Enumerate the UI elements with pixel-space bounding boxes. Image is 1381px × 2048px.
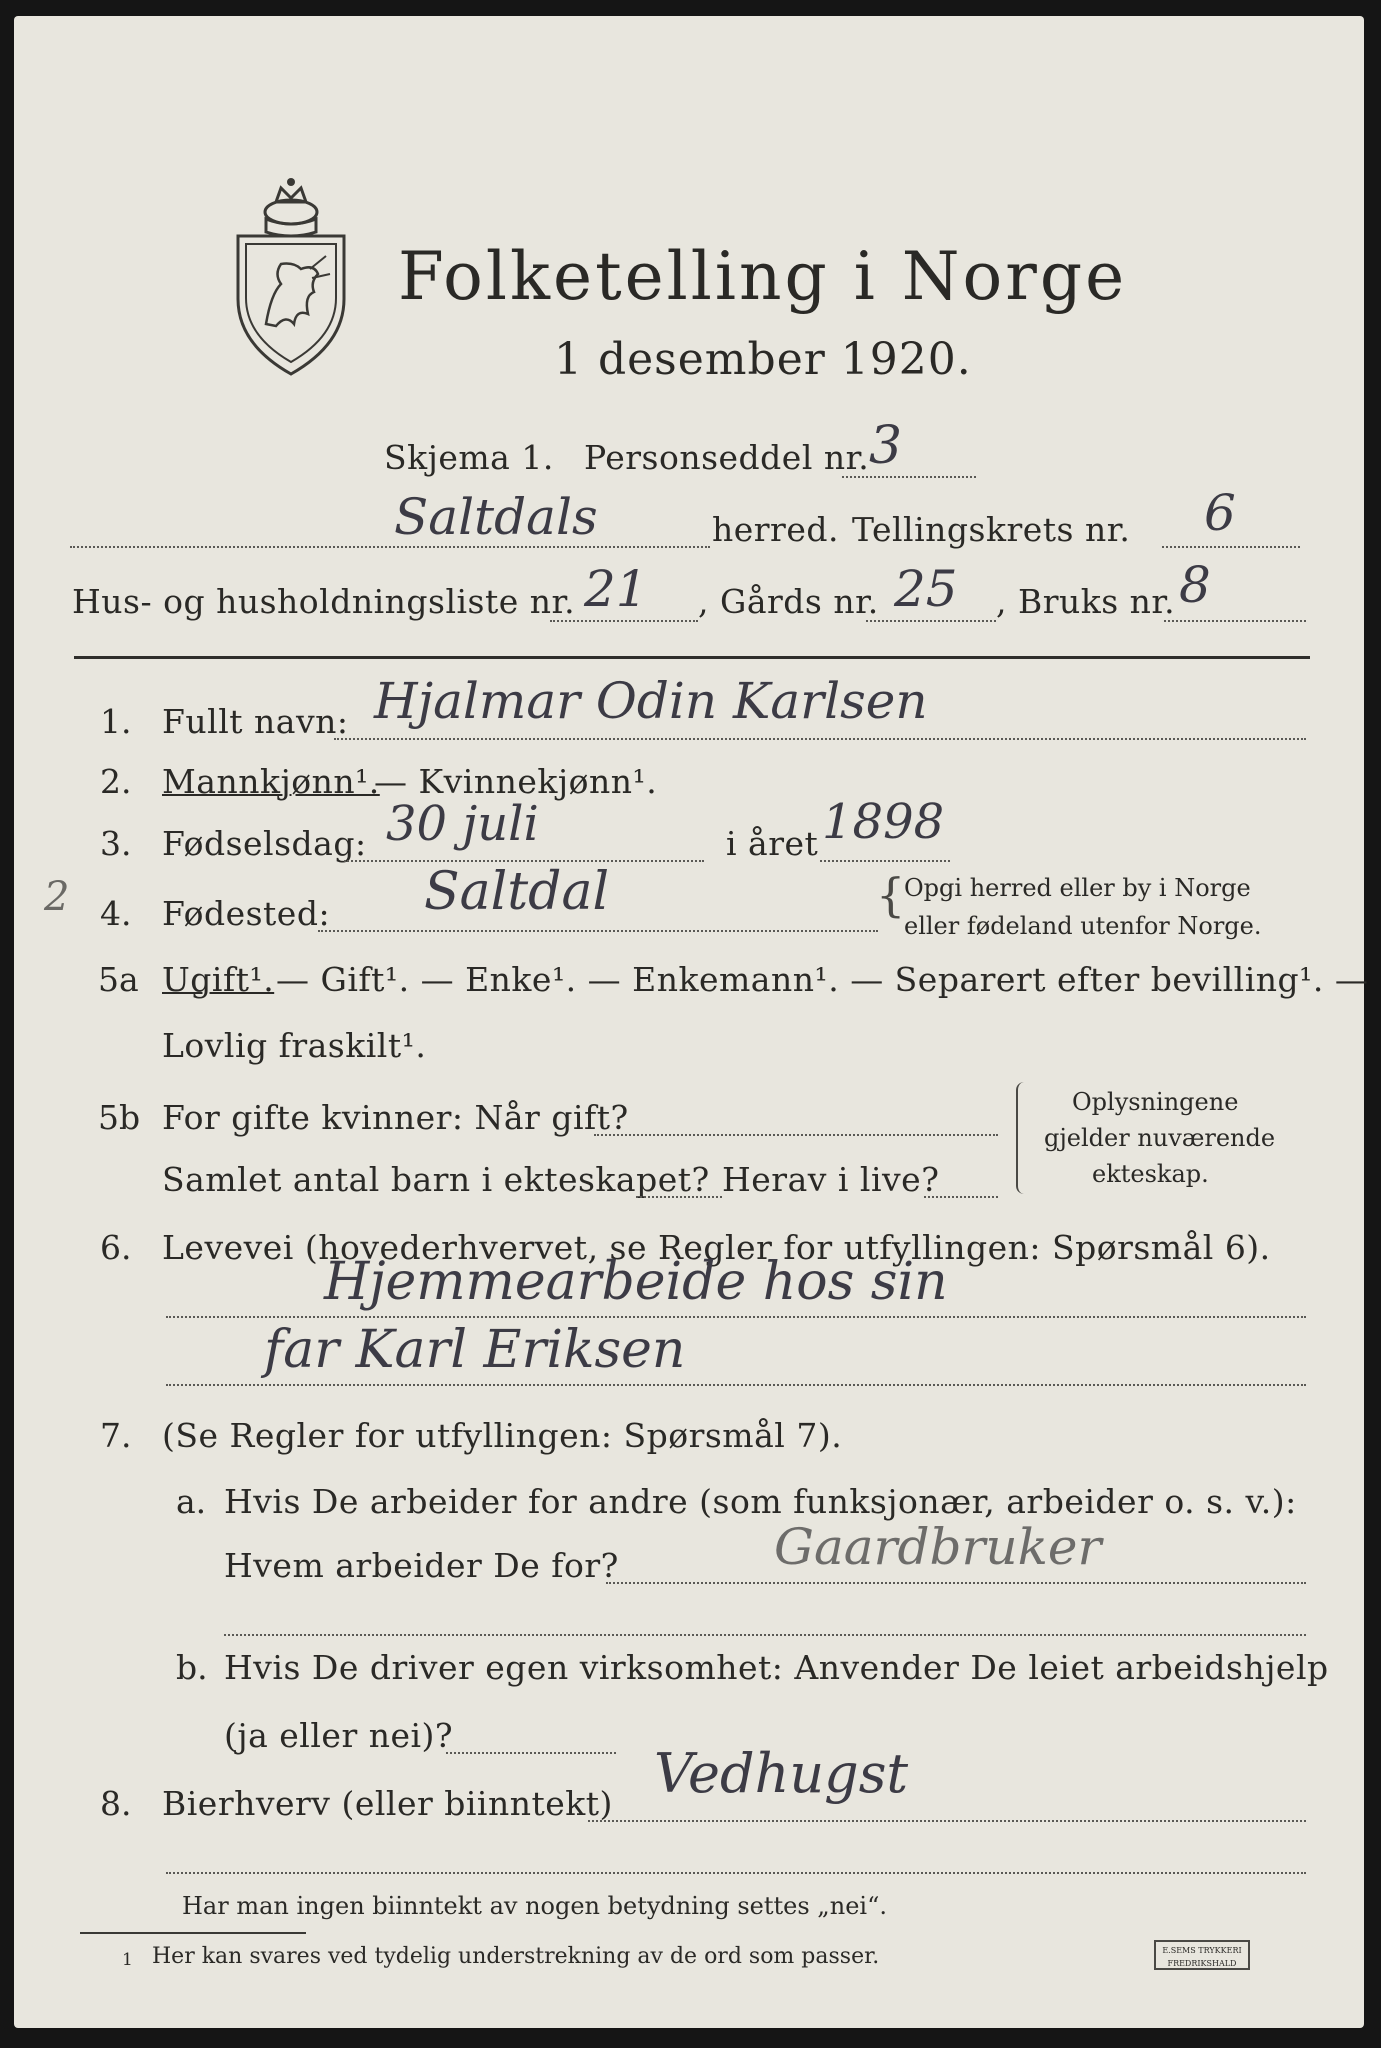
q2-female-option[interactable]: — Kvinnekjønn¹. bbox=[374, 762, 658, 801]
q5b-alive-label: Herav i live? bbox=[722, 1160, 940, 1199]
q4-label: Fødested: bbox=[162, 894, 331, 933]
q4-brace: { bbox=[876, 868, 906, 922]
q5a-fraskilt-option[interactable]: Lovlig fraskilt¹. bbox=[162, 1026, 427, 1065]
q7b-number: b. bbox=[176, 1648, 208, 1687]
q7a-number: a. bbox=[176, 1482, 207, 1521]
bruks-field[interactable] bbox=[1164, 620, 1306, 622]
footnote-divider bbox=[80, 1932, 306, 1934]
norwegian-coat-of-arms-icon bbox=[226, 174, 356, 384]
printer-stamp-line-2: FREDRIKSHALD bbox=[1167, 1959, 1237, 1968]
q2-number: 2. bbox=[100, 762, 132, 801]
q7a-employer-label: Hvem arbeider De for? bbox=[224, 1546, 619, 1585]
q7b-label: Hvis De driver egen virksomhet: Anvender De leiet arbeidshjelp bbox=[224, 1648, 1329, 1687]
q3-label: Fødselsdag: bbox=[162, 824, 367, 863]
q6-value-2: far Karl Eriksen bbox=[264, 1320, 686, 1380]
q4-number: 4. bbox=[100, 894, 132, 933]
q6-value-1: Hjemmearbeide hos sin bbox=[324, 1252, 948, 1312]
q4-value: Saltdal bbox=[424, 862, 610, 922]
q5a-other-options[interactable]: — Gift¹. — Enke¹. — Enkemann¹. — Separert efter bevilling¹. — bbox=[276, 960, 1369, 999]
tellingskrets-label: Tellingskrets nr. bbox=[852, 510, 1131, 549]
header-divider bbox=[74, 656, 1310, 659]
q5b-bracket bbox=[1016, 1082, 1028, 1194]
personseddel-label: Personseddel nr. bbox=[584, 438, 870, 477]
tellingskrets-field[interactable] bbox=[1162, 546, 1300, 548]
q3-year-label: i året bbox=[726, 824, 819, 863]
q7a-extra-field[interactable] bbox=[224, 1634, 1306, 1636]
q6-number: 6. bbox=[100, 1228, 132, 1267]
herred-label: herred. bbox=[712, 510, 839, 549]
hus-label: Hus- og husholdningsliste nr. bbox=[72, 582, 576, 621]
q7b-hired-help-label: (ja eller nei)? bbox=[224, 1716, 454, 1755]
q6-field-1[interactable] bbox=[166, 1316, 1306, 1318]
q7a-employer-field[interactable] bbox=[606, 1582, 1306, 1584]
footnote-text: Her kan svares ved tydelig understrekning av de ord som passer. bbox=[152, 1944, 880, 1969]
q8-number: 8. bbox=[100, 1784, 132, 1823]
printer-stamp bbox=[1154, 1940, 1250, 1970]
census-form bbox=[14, 16, 1369, 2028]
q5b-alive-field[interactable] bbox=[924, 1196, 998, 1198]
q6-field-2[interactable] bbox=[166, 1384, 1306, 1386]
skjema-label: Skjema 1. bbox=[384, 438, 554, 477]
q1-label: Fullt navn: bbox=[162, 702, 349, 741]
q7a-label: Hvis De arbeider for andre (som funksjonær, arbeider o. s. v.): bbox=[224, 1482, 1297, 1521]
q4-field[interactable] bbox=[318, 930, 878, 932]
q8-value: Vedhugst bbox=[654, 1742, 909, 1805]
q8-label: Bierhverv (eller biinntekt) bbox=[162, 1784, 613, 1823]
form-title: Folketelling i Norge bbox=[398, 238, 1128, 315]
q5b-note-1: Oplysningene bbox=[1072, 1088, 1239, 1116]
personseddel-value: 3 bbox=[869, 416, 903, 476]
q4-note-2: eller fødeland utenfor Norge. bbox=[904, 912, 1262, 940]
margin-mark: 2 bbox=[44, 874, 70, 920]
footnote-mark: 1 bbox=[122, 1950, 133, 1970]
q8-extra-field[interactable] bbox=[166, 1872, 1306, 1874]
hus-field[interactable] bbox=[550, 620, 698, 622]
q7-number: 7. bbox=[100, 1416, 132, 1455]
form-date: 1 desember 1920. bbox=[554, 334, 972, 385]
q5b-children-field[interactable] bbox=[636, 1196, 722, 1198]
q7b-hired-help-field[interactable] bbox=[446, 1752, 616, 1754]
q8-field[interactable] bbox=[588, 1820, 1306, 1822]
q1-value: Hjalmar Odin Karlsen bbox=[374, 672, 928, 730]
q5b-children-label: Samlet antal barn i ekteskapet? bbox=[162, 1160, 710, 1199]
q7a-employer-value: Gaardbruker bbox=[774, 1518, 1102, 1576]
hus-value: 21 bbox=[584, 560, 648, 618]
q5b-note-2: gjelder nuværende bbox=[1044, 1124, 1276, 1152]
printer-stamp-line-1: E.SEMS TRYKKERI bbox=[1162, 1946, 1242, 1955]
q5b-married-field[interactable] bbox=[594, 1134, 998, 1136]
gards-field[interactable] bbox=[866, 620, 996, 622]
tellingskrets-value: 6 bbox=[1204, 484, 1236, 542]
q5b-note-3: ekteskap. bbox=[1092, 1160, 1209, 1188]
gards-label: , Gårds nr. bbox=[698, 582, 879, 621]
herred-field[interactable] bbox=[70, 546, 710, 548]
q3-year-value: 1898 bbox=[822, 794, 945, 850]
q1-number: 1. bbox=[100, 702, 132, 741]
biinntekt-note: Har man ingen biinntekt av nogen betydning settes „nei“. bbox=[182, 1892, 887, 1920]
q7-label: (Se Regler for utfyllingen: Spørsmål 7). bbox=[162, 1416, 843, 1455]
q3-year-field[interactable] bbox=[820, 860, 950, 862]
q5a-number: 5a bbox=[98, 960, 139, 999]
q3-number: 3. bbox=[100, 824, 132, 863]
q3-value: 30 juli bbox=[386, 796, 539, 852]
q4-note-1: Opgi herred eller by i Norge bbox=[904, 874, 1251, 902]
personseddel-field[interactable] bbox=[842, 476, 976, 478]
q2-male-option[interactable]: Mannkjønn¹. bbox=[162, 762, 380, 801]
q5a-ugift-option[interactable]: Ugift¹. bbox=[162, 960, 275, 999]
q6-label: Levevei (hovederhvervet, se Regler for utfyllingen: Spørsmål 6). bbox=[162, 1228, 1271, 1267]
bruks-value: 8 bbox=[1179, 556, 1211, 614]
q5b-number: 5b bbox=[98, 1098, 141, 1137]
herred-value: Saltdals bbox=[394, 488, 598, 546]
bruks-label: , Bruks nr. bbox=[996, 582, 1176, 621]
q1-field[interactable] bbox=[334, 738, 1306, 740]
gards-value: 25 bbox=[894, 560, 958, 618]
q5b-label: For gifte kvinner: Når gift? bbox=[162, 1098, 629, 1137]
